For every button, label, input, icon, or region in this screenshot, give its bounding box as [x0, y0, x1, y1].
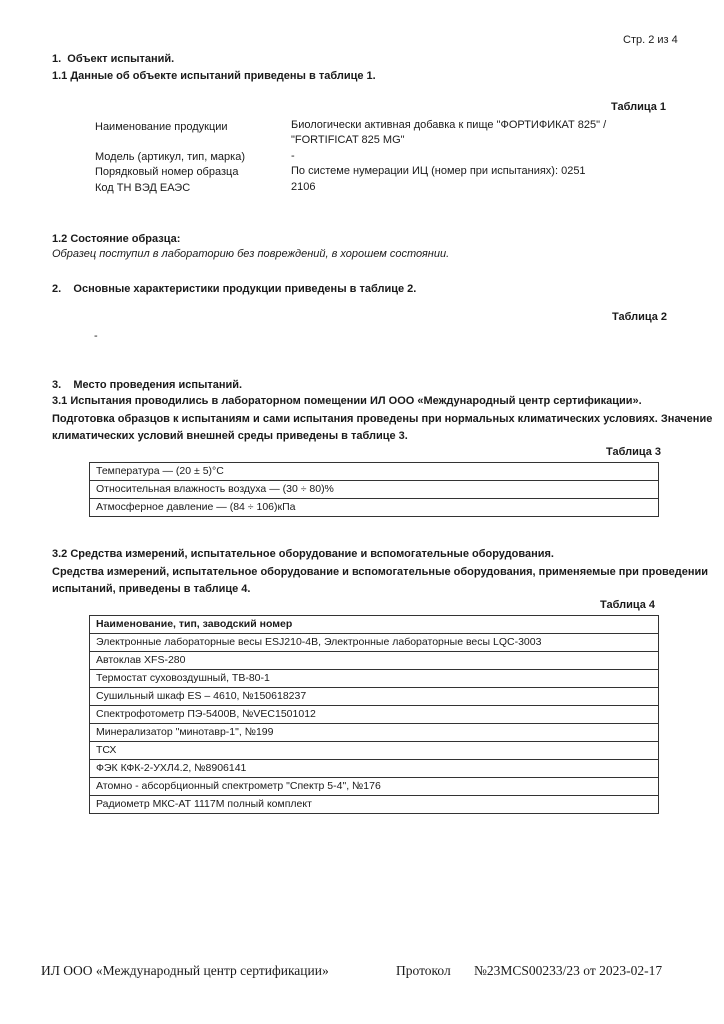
info-value-sample-number: По системе нумерации ИЦ (номер при испытаниях): 0251	[291, 165, 586, 177]
table-row	[90, 760, 659, 778]
table-header-row	[90, 616, 659, 634]
climate-conditions-table	[89, 462, 659, 517]
info-value-model: -	[291, 150, 295, 162]
section-2-heading: 2. Основные характеристики продукции приведены в таблице 2.	[52, 283, 417, 295]
table-row	[90, 481, 659, 499]
section-3-heading: 3. Место проведения испытаний.	[52, 379, 243, 391]
table-cell: Атмосферное давление — (84 ÷ 106)кПа	[90, 499, 659, 517]
table-cell: Радиометр МКС-АТ 1117М полный комплект	[90, 796, 659, 814]
info-label-product-name: Наименование продукции	[95, 121, 228, 133]
table-row	[90, 652, 659, 670]
table-header-cell: Наименование, тип, заводский номер	[90, 616, 659, 634]
table-cell: Атомно - абсорбционный спектрометр "Спектр 5-4", №176	[90, 778, 659, 796]
section-3-2-line-1: Средства измерений, испытательное оборудование и вспомогательные оборудования, применяемые при проведении	[52, 566, 709, 578]
info-label-sample-number: Порядковый номер образца	[95, 166, 239, 178]
equipment-table	[89, 615, 659, 814]
table-row	[90, 742, 659, 760]
table-row	[90, 724, 659, 742]
table-cell: Относительная влажность воздуха — (30 ÷ 80)%	[90, 481, 659, 499]
table-cell: Электронные лабораторные весы ESJ210-4B, Электронные лабораторные весы LQC-3003	[90, 634, 659, 652]
section-3-1-line: 3.1 Испытания проводились в лабораторном помещении ИЛ ООО «Международный центр сертификации».	[52, 395, 642, 407]
footer-protocol-label: Протокол	[396, 963, 451, 978]
table-row	[90, 463, 659, 481]
page-number: Стр. 2 из 4	[623, 34, 678, 46]
table-3-caption: Таблица 3	[606, 446, 662, 458]
section-1-heading: 1. Объект испытаний.	[52, 53, 175, 65]
table-1-caption: Таблица 1	[611, 101, 667, 113]
table-cell: Автоклав XFS-280	[90, 652, 659, 670]
table-cell: ТСХ	[90, 742, 659, 760]
info-label-model: Модель (артикул, тип, марка)	[95, 151, 245, 163]
table-cell: Сушильный шкаф ES – 4610, №150618237	[90, 688, 659, 706]
footer-protocol-number: №23MCS00233/23 от 2023-02-17	[474, 963, 663, 978]
table-cell: Температура — (20 ± 5)°С	[90, 463, 659, 481]
table-row	[90, 706, 659, 724]
section-1-2-heading: 1.2 Состояние образца:	[52, 233, 181, 245]
info-value-tn-ved-code: 2106	[291, 181, 316, 193]
section-3-conditions-line-2: климатических условий внешней среды приведены в таблице 3.	[52, 430, 408, 442]
table-cell: Минерализатор "минотавр-1", №199	[90, 724, 659, 742]
table-row	[90, 499, 659, 517]
section-3-conditions-line: Подготовка образцов к испытаниям и сами испытания проведены при нормальных климатических условиях. Значение	[52, 413, 713, 425]
table-2-caption: Таблица 2	[612, 311, 668, 323]
sample-condition-text: Образец поступил в лабораторию без повреждений, в хорошем состоянии.	[52, 248, 450, 260]
table-row	[90, 796, 659, 814]
table-cell: ФЭК КФК-2-УХЛ4.2, №8906141	[90, 760, 659, 778]
section-3-2-line-2: испытаний, приведены в таблице 4.	[52, 583, 251, 595]
table-row	[90, 688, 659, 706]
table-cell: Термостат суховоздушный, ТВ-80-1	[90, 670, 659, 688]
info-value-product-name-latin: "FORTIFICAT 825 MG"	[291, 134, 405, 146]
footer-organization: ИЛ ООО «Международный центр сертификации»	[41, 963, 329, 978]
table-4-caption: Таблица 4	[600, 599, 656, 611]
table-cell: Спектрофотометр ПЭ-5400В, №VEC1501012	[90, 706, 659, 724]
info-value-product-name: Биологически активная добавка к пище "ФОРТИФИКАТ 825" /	[291, 119, 607, 131]
table-2-dash: -	[94, 330, 98, 342]
table-row	[90, 670, 659, 688]
info-label-tn-ved-code: Код ТН ВЭД ЕАЭС	[95, 182, 191, 194]
section-1-1-heading: 1.1 Данные об объекте испытаний приведены в таблице 1.	[52, 70, 376, 82]
table-row	[90, 778, 659, 796]
table-row	[90, 634, 659, 652]
section-3-2-heading: 3.2 Средства измерений, испытательное оборудование и вспомогательные оборудования.	[52, 548, 554, 560]
